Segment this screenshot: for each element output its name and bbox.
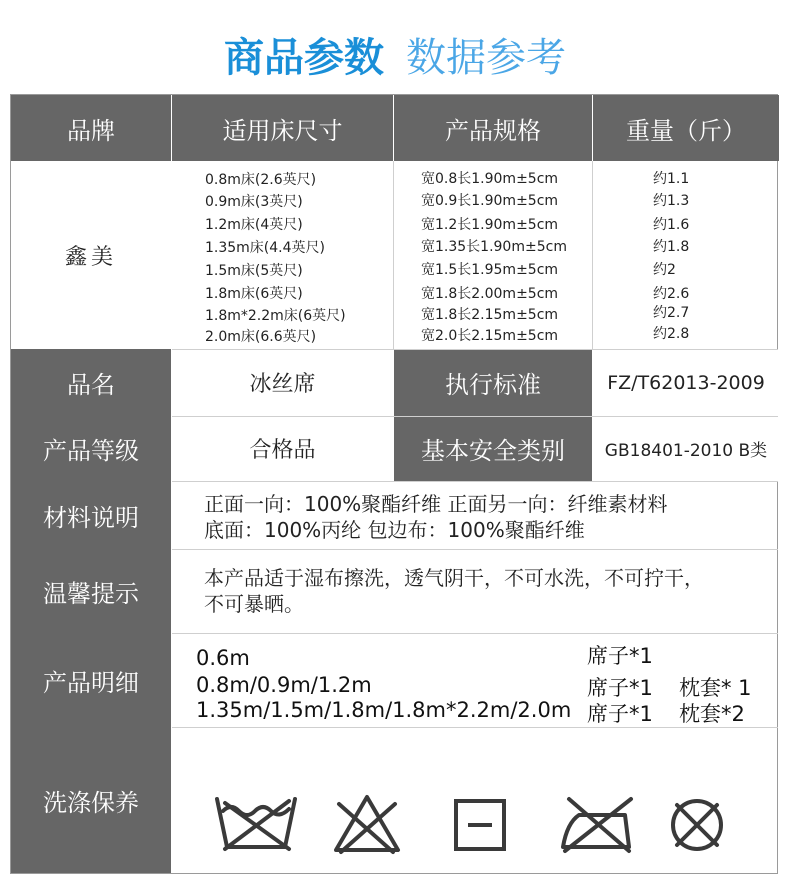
weight-item: 约1.1 bbox=[653, 171, 690, 187]
standard-label: 执行标准 bbox=[394, 349, 592, 416]
spec-item: 宽1.8长2.00m±5cm bbox=[421, 286, 559, 302]
header-spec: 产品规格 bbox=[394, 95, 592, 161]
spec-item: 宽1.8长2.15m±5cm bbox=[421, 307, 559, 323]
bed-size-item: 2.0m床(6.6英尺) bbox=[205, 329, 317, 345]
bed-size-item: 1.2m床(4英尺) bbox=[205, 217, 303, 233]
detail-mat-2: 席子*1 bbox=[587, 676, 653, 700]
detail-size-1: 0.6m bbox=[196, 646, 250, 670]
bed-size-list bbox=[205, 169, 390, 345]
product-name-label: 品名 bbox=[11, 349, 171, 416]
bed-size-item: 0.9m床(3英尺) bbox=[205, 194, 303, 210]
tips-label: 温馨提示 bbox=[11, 549, 171, 633]
care-label: 洗涤保养 bbox=[11, 727, 171, 873]
grade-value: 合格品 bbox=[172, 416, 393, 481]
bed-size-item: 1.8m床(6英尺) bbox=[205, 286, 303, 302]
material-label: 材料说明 bbox=[11, 481, 171, 549]
safety-label: 基本安全类别 bbox=[394, 416, 592, 481]
no-bleach-icon bbox=[331, 792, 403, 856]
details-label: 产品明细 bbox=[11, 633, 171, 727]
safety-value: GB18401-2010 B类 bbox=[593, 416, 779, 481]
divider bbox=[172, 416, 778, 417]
divider bbox=[393, 161, 394, 349]
weight-item: 约2.6 bbox=[653, 286, 690, 302]
detail-pillow-3: 枕套*2 bbox=[679, 702, 745, 726]
material-line-1: 正面一向：100%聚酯纤维 正面另一向：纤维素材料 bbox=[204, 492, 668, 516]
detail-mat-3: 席子*1 bbox=[587, 702, 653, 726]
no-iron-icon bbox=[555, 793, 641, 855]
spec-item: 宽2.0长2.15m±5cm bbox=[421, 328, 559, 344]
material-line-2: 底面：100%丙纶 包边布：100%聚酯纤维 bbox=[204, 518, 585, 542]
weight-item: 约2.7 bbox=[653, 305, 690, 321]
detail-mat-1: 席子*1 bbox=[587, 644, 653, 668]
divider bbox=[172, 349, 778, 350]
divider bbox=[592, 161, 593, 349]
standard-value: FZ/T62013-2009 bbox=[593, 349, 779, 416]
divider bbox=[172, 633, 778, 634]
header-bed-size: 适用床尺寸 bbox=[172, 95, 393, 161]
detail-pillow-2: 枕套* 1 bbox=[679, 676, 752, 700]
flat-dry-icon bbox=[452, 797, 508, 853]
spec-item: 宽1.5长1.95m±5cm bbox=[421, 262, 559, 278]
weight-item: 约1.3 bbox=[653, 193, 690, 209]
divider bbox=[172, 481, 778, 482]
tips-line-1: 本产品适于湿布擦洗，透气阴干，不可水洗，不可拧干， bbox=[204, 566, 704, 590]
detail-size-3: 1.35m/1.5m/1.8m/1.8m*2.2m/2.0m bbox=[196, 698, 572, 722]
divider bbox=[172, 549, 778, 550]
title-sub: 数据参考 bbox=[406, 35, 566, 81]
spec-item: 宽0.9长1.90m±5cm bbox=[421, 193, 559, 209]
weight-list bbox=[653, 168, 753, 344]
spec-item: 宽1.2长1.90m±5cm bbox=[421, 217, 559, 233]
spec-list bbox=[421, 168, 591, 344]
weight-item: 约1.8 bbox=[653, 239, 690, 255]
spec-item: 宽1.35长1.90m±5cm bbox=[421, 239, 567, 255]
weight-item: 约2.8 bbox=[653, 326, 690, 342]
bed-size-item: 1.8m*2.2m床(6英尺) bbox=[205, 308, 346, 324]
title-main: 商品参数 bbox=[224, 35, 384, 81]
header-brand: 品牌 bbox=[11, 95, 171, 161]
spec-item: 宽0.8长1.90m±5cm bbox=[421, 171, 559, 187]
weight-item: 约2 bbox=[653, 262, 676, 278]
grade-label: 产品等级 bbox=[11, 416, 171, 481]
parameter-table bbox=[10, 94, 778, 874]
detail-size-2: 0.8m/0.9m/1.2m bbox=[196, 673, 372, 697]
page-title bbox=[0, 32, 790, 84]
no-dry-clean-icon bbox=[667, 795, 727, 855]
bed-size-item: 1.5m床(5英尺) bbox=[205, 263, 303, 279]
brand-value: 鑫美 bbox=[11, 161, 171, 349]
bed-size-item: 1.35m床(4.4英尺) bbox=[205, 240, 325, 256]
weight-item: 约1.6 bbox=[653, 217, 690, 233]
tips-line-2: 不可暴晒。 bbox=[204, 592, 304, 616]
header-weight: 重量（斤） bbox=[593, 95, 779, 161]
product-name-value: 冰丝席 bbox=[172, 349, 393, 416]
bed-size-item: 0.8m床(2.6英尺) bbox=[205, 172, 317, 188]
divider bbox=[172, 727, 778, 728]
no-wash-icon bbox=[211, 793, 303, 855]
